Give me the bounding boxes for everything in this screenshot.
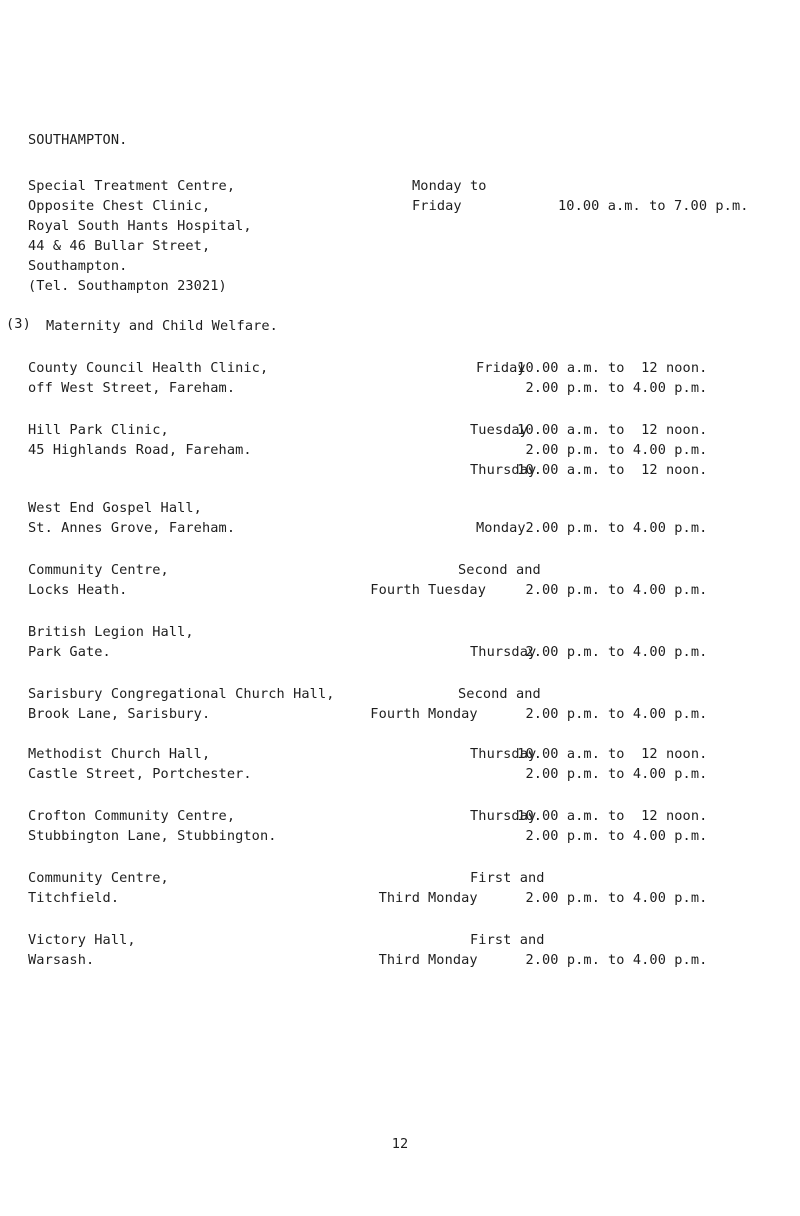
- time-from: 2.00 p.m.: [525, 952, 600, 968]
- page-title: SOUTHAMPTON.: [28, 132, 128, 148]
- clinic-day: Tuesday: [470, 422, 528, 438]
- time-to: to 4.00 p.m.: [608, 706, 708, 722]
- clinic-day: Monday: [428, 952, 478, 968]
- clinic-ordinal: Fourth: [370, 706, 420, 722]
- clinic-day-prefix: Second and: [458, 562, 541, 578]
- intro-line: 44 & 46 Bullar Street,: [28, 238, 211, 254]
- clinic-name: British Legion Hall,: [28, 624, 194, 640]
- clinic-ordinal: Third: [378, 952, 420, 968]
- clinic-name: County Council Health Clinic,: [28, 360, 269, 376]
- time-from: 2.00 p.m.: [525, 582, 600, 598]
- clinic-address: Stubbington Lane, Stubbington.: [28, 828, 277, 844]
- clinic-name: Victory Hall,: [28, 932, 136, 948]
- time-from: 2.00 p.m.: [525, 890, 600, 906]
- clinic-name: Crofton Community Centre,: [28, 808, 236, 824]
- time-to: to 4.00 p.m.: [608, 380, 708, 396]
- time-from: 2.00 p.m.: [525, 520, 600, 536]
- time-from: 2.00 p.m.: [525, 828, 600, 844]
- clinic-address: Locks Heath.: [28, 582, 128, 598]
- clinic-name: Community Centre,: [28, 562, 169, 578]
- clinic-address: off West Street, Fareham.: [28, 380, 236, 396]
- clinic-day: Thursday: [470, 808, 537, 824]
- clinic-day: Thursday: [470, 644, 537, 660]
- time-from: 2.00 p.m.: [525, 380, 600, 396]
- intro-line: Royal South Hants Hospital,: [28, 218, 252, 234]
- clinic-day: Monday: [476, 520, 526, 536]
- intro-line: Special Treatment Centre,: [28, 178, 236, 194]
- intro-time: 10.00 a.m. to 7.00 p.m.: [558, 198, 749, 214]
- clinic-name: Methodist Church Hall,: [28, 746, 211, 762]
- intro-line: Opposite Chest Clinic,: [28, 198, 211, 214]
- time-to: to 4.00 p.m.: [608, 766, 708, 782]
- intro-line: (Tel. Southampton 23021): [28, 278, 227, 294]
- time-to: to 12 noon.: [608, 462, 708, 478]
- time-from: 2.00 p.m.: [525, 644, 600, 660]
- clinic-day: Monday: [428, 706, 478, 722]
- clinic-day: Tuesday: [428, 582, 486, 598]
- clinic-address: St. Annes Grove, Fareham.: [28, 520, 236, 536]
- time-from: 10.00 a.m.: [517, 462, 600, 478]
- clinic-name: Sarisbury Congregational Church Hall,: [28, 686, 335, 702]
- clinic-name: Community Centre,: [28, 870, 169, 886]
- time-to: to 4.00 p.m.: [608, 520, 708, 536]
- intro-day: Friday: [412, 198, 462, 214]
- time-from: 10.00 a.m.: [517, 746, 600, 762]
- time-to: to 12 noon.: [608, 808, 708, 824]
- clinic-day-prefix: Second and: [458, 686, 541, 702]
- time-to: to 4.00 p.m.: [608, 890, 708, 906]
- clinic-ordinal: Third: [378, 890, 420, 906]
- clinic-address: Warsash.: [28, 952, 95, 968]
- clinic-day: Thursday: [470, 746, 537, 762]
- clinic-day: Friday: [476, 360, 526, 376]
- section-number: (3): [6, 316, 31, 332]
- clinic-ordinal: Fourth: [370, 582, 420, 598]
- time-from: 10.00 a.m.: [517, 360, 600, 376]
- time-from: 2.00 p.m.: [525, 706, 600, 722]
- time-to: to 12 noon.: [608, 360, 708, 376]
- clinic-address: Titchfield.: [28, 890, 120, 906]
- time-to: to 12 noon.: [608, 746, 708, 762]
- clinic-address: Brook Lane, Sarisbury.: [28, 706, 211, 722]
- section-title: Maternity and Child Welfare.: [46, 318, 278, 334]
- clinic-name: Hill Park Clinic,: [28, 422, 169, 438]
- time-to: to 4.00 p.m.: [608, 952, 708, 968]
- clinic-day: Thursday: [470, 462, 537, 478]
- time-from: 2.00 p.m.: [525, 442, 600, 458]
- intro-line: Southampton.: [28, 258, 128, 274]
- time-from: 10.00 a.m.: [517, 422, 600, 438]
- time-to: to 4.00 p.m.: [608, 644, 708, 660]
- page-number: 12: [391, 1136, 409, 1152]
- clinic-day-prefix: First and: [470, 932, 545, 948]
- time-to: to 4.00 p.m.: [608, 828, 708, 844]
- clinic-address: Park Gate.: [28, 644, 111, 660]
- intro-day: Monday to: [412, 178, 487, 194]
- clinic-address: Castle Street, Portchester.: [28, 766, 252, 782]
- time-from: 10.00 a.m.: [517, 808, 600, 824]
- time-to: to 12 noon.: [608, 422, 708, 438]
- time-to: to 4.00 p.m.: [608, 442, 708, 458]
- clinic-day: Monday: [428, 890, 478, 906]
- clinic-name: West End Gospel Hall,: [28, 500, 202, 516]
- time-to: to 4.00 p.m.: [608, 582, 708, 598]
- clinic-address: 45 Highlands Road, Fareham.: [28, 442, 252, 458]
- clinic-day-prefix: First and: [470, 870, 545, 886]
- time-from: 2.00 p.m.: [525, 766, 600, 782]
